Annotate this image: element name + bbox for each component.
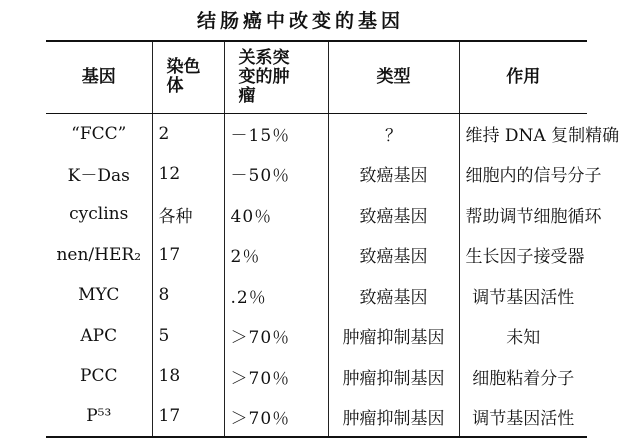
cell-type: 肿瘤抑制基因 [328,316,459,357]
cell-chromosome: 17 [152,397,224,438]
table-row [46,275,587,316]
cell-gene: nen/HER₂ [46,235,152,276]
cell-chromosome: 5 [152,316,224,357]
cell-chromosome: 8 [152,275,224,316]
table-row [46,235,587,276]
cell-gene: cyclins [46,194,152,235]
header-mutation-pct: 关系突 变的肿 瘤 [224,41,328,113]
table-row [46,356,587,397]
cell-mutation-pct: 2％ [224,235,328,276]
cell-type: 肿瘤抑制基因 [328,397,459,438]
cell-function: 维持 DNA 复制精确 [459,113,587,154]
cell-mutation-pct: ＞70％ [224,316,328,357]
cell-function: 调节基因活性 [459,397,587,438]
table-row [46,397,587,438]
page-title: 结肠癌中改变的基因 [196,10,404,32]
cell-type: 致癌基因 [328,235,459,276]
cell-mutation-pct: ＞70％ [224,397,328,438]
cell-mutation-pct: －15％ [224,113,328,154]
cell-chromosome: 12 [152,154,224,195]
cell-chromosome: 各种 [152,194,224,235]
header-type: 类型 [328,41,459,113]
cell-mutation-pct: －50％ [224,154,328,195]
cell-function: 细胞粘着分子 [459,356,587,397]
table-header-row [46,41,587,113]
table-row [46,154,587,195]
table-row [46,113,587,154]
cell-function: 调节基因活性 [459,275,587,316]
cell-mutation-pct: ＞70％ [224,356,328,397]
cell-gene: PCC [46,356,152,397]
cell-type: 肿瘤抑制基因 [328,356,459,397]
cell-chromosome: 2 [152,113,224,154]
cell-type: ？ [328,113,459,154]
cell-gene: MYC [46,275,152,316]
cell-type: 致癌基因 [328,275,459,316]
cell-gene: K－Das [46,154,152,195]
cell-function: 未知 [459,316,587,357]
cell-type: 致癌基因 [328,194,459,235]
cell-chromosome: 18 [152,356,224,397]
cell-mutation-pct: 40％ [224,194,328,235]
header-chromosome: 染色 体 [152,41,224,113]
cell-function: 生长因子接受器 [459,235,587,276]
gene-table [46,40,619,438]
header-gene: 基因 [46,41,152,113]
header-function: 作用 [459,41,587,113]
cell-gene: “FCC” [46,113,152,154]
cell-function: 细胞内的信号分子 [459,154,587,195]
cell-chromosome: 17 [152,235,224,276]
table-row [46,194,587,235]
table-body [46,113,619,437]
table-row [46,316,587,357]
cell-mutation-pct: .2％ [224,275,328,316]
cell-type: 致癌基因 [328,154,459,195]
cell-gene: P⁵³ [46,397,152,438]
cell-gene: APC [46,316,152,357]
cell-function: 帮助调节细胞循环 [459,194,587,235]
